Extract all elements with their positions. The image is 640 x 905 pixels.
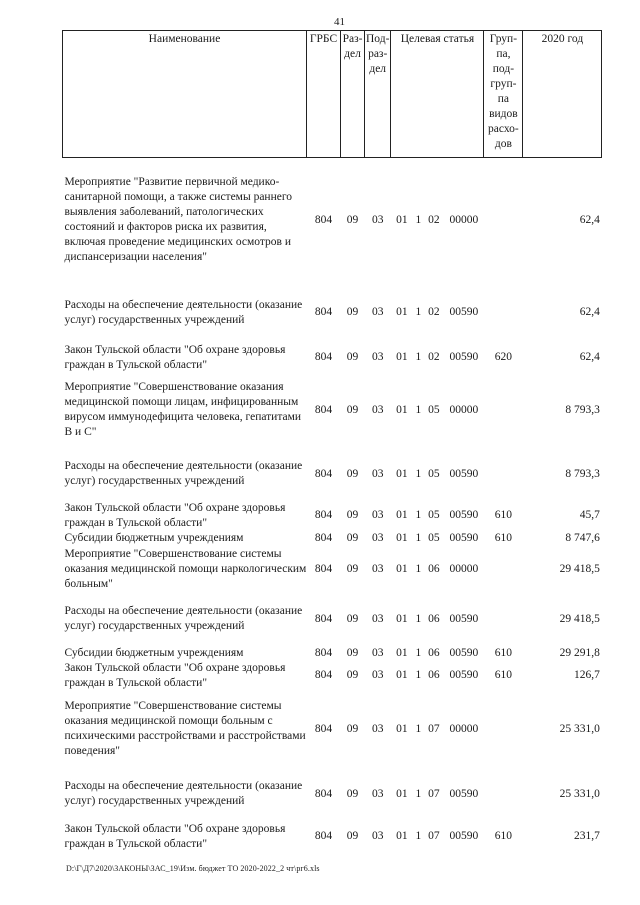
cell-target-program: 01 <box>396 467 408 480</box>
cell-name: Закон Тульской области "Об охране здоровья граждан в Тульской области" <box>64 343 286 371</box>
cell-target-program: 01 <box>396 562 408 575</box>
cell-target-type: 1 <box>415 213 422 226</box>
cell-razdel: 09 <box>346 562 359 575</box>
cell-amount: 231,7 <box>574 830 600 842</box>
table-row <box>63 646 602 661</box>
table-row <box>63 343 602 373</box>
cell-name: Расходы на обеспечение деятельности (оказание услуг) государственных учреждений <box>64 460 303 487</box>
cell-target-direction: 00590 <box>449 351 479 363</box>
cell-podrazdel: 03 <box>371 787 384 800</box>
cell-target-program: 01 <box>396 403 408 416</box>
cell-target-program: 01 <box>396 722 408 735</box>
cell-name: Закон Тульской области "Об охране здоровья граждан в Тульской области" <box>64 661 286 689</box>
cell-target-direction: 00590 <box>449 467 479 480</box>
cell-target-type: 1 <box>415 646 422 659</box>
cell-razdel: 09 <box>346 646 359 659</box>
cell-target-type: 1 <box>415 562 422 575</box>
cell-razdel: 09 <box>346 830 359 842</box>
cell-target-type: 1 <box>415 531 422 544</box>
cell-expense-group <box>484 593 523 646</box>
cell-amount: 62,4 <box>579 306 600 318</box>
cell-razdel: 09 <box>346 531 359 544</box>
cell-target-type: 1 <box>415 306 422 318</box>
cell-amount: 8 747,6 <box>565 531 600 544</box>
header-row <box>63 31 602 158</box>
cell-grbs: 804 <box>314 612 333 625</box>
cell-target-event: 05 <box>428 531 440 544</box>
cell-razdel: 09 <box>346 722 359 735</box>
table-row <box>63 821 602 853</box>
cell-target-type: 1 <box>415 612 422 625</box>
cell-podrazdel: 03 <box>371 646 384 659</box>
cell-target-event: 07 <box>428 787 440 800</box>
cell-grbs: 804 <box>314 213 333 226</box>
table-row <box>63 661 602 691</box>
cell-razdel: 09 <box>346 669 359 681</box>
cell-podrazdel: 03 <box>371 306 384 318</box>
header-year-2020: 2020 год <box>523 31 602 158</box>
header-target-article: Целевая статья <box>391 31 484 158</box>
table-row <box>63 531 602 546</box>
cell-razdel: 09 <box>346 213 359 226</box>
cell-amount: 62,4 <box>579 213 600 226</box>
cell-expense-group <box>484 768 523 821</box>
cell-amount: 29 291,8 <box>559 646 600 659</box>
cell-amount: 45,7 <box>579 509 600 521</box>
cell-target-event: 06 <box>428 562 440 575</box>
cell-target-event: 06 <box>428 612 440 625</box>
cell-name: Мероприятие "Совершенствование оказания медицинской помощи лицам, инфицированным вирусом иммунодефицита человека, гепатитами В и С" <box>64 381 302 438</box>
cell-target-direction: 00590 <box>449 669 479 681</box>
table-row <box>63 448 602 501</box>
cell-target-direction: 00590 <box>449 787 479 800</box>
cell-expense-group: 610 <box>494 646 513 659</box>
cell-expense-group: 620 <box>494 351 513 363</box>
cell-name: Расходы на обеспечение деятельности (оказание услуг) государственных учреждений <box>64 605 303 632</box>
cell-grbs: 804 <box>314 562 333 575</box>
cell-razdel: 09 <box>346 612 359 625</box>
header-podrazdel: Под-раз-дел <box>365 31 391 158</box>
cell-target-type: 1 <box>415 787 422 800</box>
cell-target-program: 01 <box>396 531 408 544</box>
cell-razdel: 09 <box>346 306 359 318</box>
cell-razdel: 09 <box>346 467 359 480</box>
cell-name: Субсидии бюджетным учреждениям <box>64 646 244 659</box>
cell-target-event: 05 <box>428 467 440 480</box>
cell-target-program: 01 <box>396 646 408 659</box>
cell-podrazdel: 03 <box>371 531 384 544</box>
cell-target-event: 05 <box>428 403 440 416</box>
cell-razdel: 09 <box>346 351 359 363</box>
cell-grbs: 804 <box>314 830 333 842</box>
cell-name: Мероприятие "Совершенствование системы оказания медицинской помощи больным с психическими расстройствами и расстройствами поведения" <box>64 700 306 757</box>
cell-podrazdel: 03 <box>371 213 384 226</box>
cell-grbs: 804 <box>314 646 333 659</box>
cell-target-event: 02 <box>428 306 440 318</box>
table-row <box>63 158 602 283</box>
cell-target-program: 01 <box>396 306 408 318</box>
cell-grbs: 804 <box>314 306 333 318</box>
table-row <box>63 691 602 768</box>
cell-target-program: 01 <box>396 509 408 521</box>
cell-name: Закон Тульской области "Об охране здоровья граждан в Тульской области" <box>64 501 286 529</box>
cell-target-type: 1 <box>415 722 422 735</box>
cell-razdel: 09 <box>346 509 359 521</box>
cell-target-direction: 00000 <box>449 213 479 226</box>
cell-target-type: 1 <box>415 830 422 842</box>
cell-amount: 8 793,3 <box>565 467 600 480</box>
cell-target-direction: 00590 <box>449 531 479 544</box>
cell-target-event: 06 <box>428 669 440 681</box>
cell-target-type: 1 <box>415 351 422 363</box>
cell-podrazdel: 03 <box>371 722 384 735</box>
page-number: 41 <box>334 16 345 28</box>
header-razdel: Раз-дел <box>341 31 365 158</box>
cell-target-event: 07 <box>428 830 440 842</box>
cell-grbs: 804 <box>314 531 333 544</box>
table-row <box>63 768 602 821</box>
cell-grbs: 804 <box>314 351 333 363</box>
cell-amount: 29 418,5 <box>559 562 600 575</box>
cell-expense-group: 610 <box>494 531 513 544</box>
cell-target-direction: 00590 <box>449 306 479 318</box>
cell-target-event: 02 <box>428 351 440 363</box>
cell-name: Расходы на обеспечение деятельности (оказание услуг) государственных учреждений <box>64 298 303 326</box>
cell-target-direction: 00590 <box>449 646 479 659</box>
cell-podrazdel: 03 <box>371 403 384 416</box>
cell-podrazdel: 03 <box>371 467 384 480</box>
cell-grbs: 804 <box>314 467 333 480</box>
cell-target-type: 1 <box>415 669 422 681</box>
cell-expense-group <box>484 283 523 343</box>
table-row <box>63 501 602 531</box>
cell-target-program: 01 <box>396 351 408 363</box>
cell-name: Субсидии бюджетным учреждениям <box>64 531 244 544</box>
cell-expense-group: 610 <box>494 669 513 681</box>
cell-expense-group <box>484 373 523 448</box>
header-expense-group: Груп-па, под-груп-па видов расхо-дов <box>484 31 523 158</box>
cell-grbs: 804 <box>314 403 333 416</box>
cell-target-type: 1 <box>415 509 422 521</box>
cell-expense-group <box>484 546 523 593</box>
cell-target-program: 01 <box>396 830 408 842</box>
cell-target-event: 02 <box>428 213 440 226</box>
cell-podrazdel: 03 <box>371 612 384 625</box>
budget-table <box>62 30 602 853</box>
header-name: Наименование <box>63 31 307 158</box>
cell-target-direction: 00590 <box>449 509 479 521</box>
cell-name: Закон Тульской области "Об охране здоровья граждан в Тульской области" <box>64 822 286 850</box>
cell-target-program: 01 <box>396 669 408 681</box>
cell-amount: 25 331,0 <box>559 787 600 800</box>
footer-file-path: D:\Г\Д7\2020\ЗАКОНЫ\ЗАС_19\Изм. бюджет ТО 2020-2022_2 чт\рг6.xls <box>66 864 320 873</box>
cell-target-direction: 00000 <box>449 722 479 735</box>
cell-grbs: 804 <box>314 669 333 681</box>
cell-name: Расходы на обеспечение деятельности (оказание услуг) государственных учреждений <box>64 780 303 807</box>
cell-expense-group <box>484 691 523 768</box>
cell-target-direction: 00000 <box>449 562 479 575</box>
cell-podrazdel: 03 <box>371 562 384 575</box>
cell-target-event: 07 <box>428 722 440 735</box>
cell-target-program: 01 <box>396 612 408 625</box>
cell-expense-group: 610 <box>494 509 513 521</box>
cell-target-program: 01 <box>396 787 408 800</box>
cell-grbs: 804 <box>314 787 333 800</box>
cell-razdel: 09 <box>346 403 359 416</box>
cell-target-direction: 00590 <box>449 830 479 842</box>
cell-expense-group <box>484 448 523 501</box>
cell-podrazdel: 03 <box>371 509 384 521</box>
cell-target-event: 06 <box>428 646 440 659</box>
cell-target-event: 05 <box>428 509 440 521</box>
cell-amount: 62,4 <box>579 351 600 363</box>
cell-grbs: 804 <box>314 509 333 521</box>
cell-amount: 25 331,0 <box>559 722 600 735</box>
cell-target-type: 1 <box>415 403 422 416</box>
cell-name: Мероприятие "Развитие первичной медико-санитарной помощи, а также системы раннего выявления заболеваний, патологических состояний и факторов риска их развития, включая проведение медицинских осмотров и диспансеризации населения" <box>64 176 293 264</box>
table-row <box>63 283 602 343</box>
table-row <box>63 373 602 448</box>
cell-expense-group: 610 <box>494 830 513 842</box>
cell-name: Мероприятие "Совершенствование системы оказания медицинской помощи наркологическим больным" <box>64 547 307 590</box>
cell-target-direction: 00000 <box>449 403 479 416</box>
cell-razdel: 09 <box>346 787 359 800</box>
cell-amount: 8 793,3 <box>565 403 600 416</box>
table-row <box>63 546 602 593</box>
cell-amount: 29 418,5 <box>559 612 600 625</box>
cell-amount: 126,7 <box>574 669 600 681</box>
table-row <box>63 593 602 646</box>
cell-expense-group <box>484 158 523 283</box>
cell-target-program: 01 <box>396 213 408 226</box>
cell-grbs: 804 <box>314 722 333 735</box>
cell-target-direction: 00590 <box>449 612 479 625</box>
cell-podrazdel: 03 <box>371 830 384 842</box>
cell-podrazdel: 03 <box>371 669 384 681</box>
table-body <box>63 158 602 853</box>
header-grbs: ГРБС <box>307 31 341 158</box>
cell-podrazdel: 03 <box>371 351 384 363</box>
cell-target-type: 1 <box>415 467 422 480</box>
